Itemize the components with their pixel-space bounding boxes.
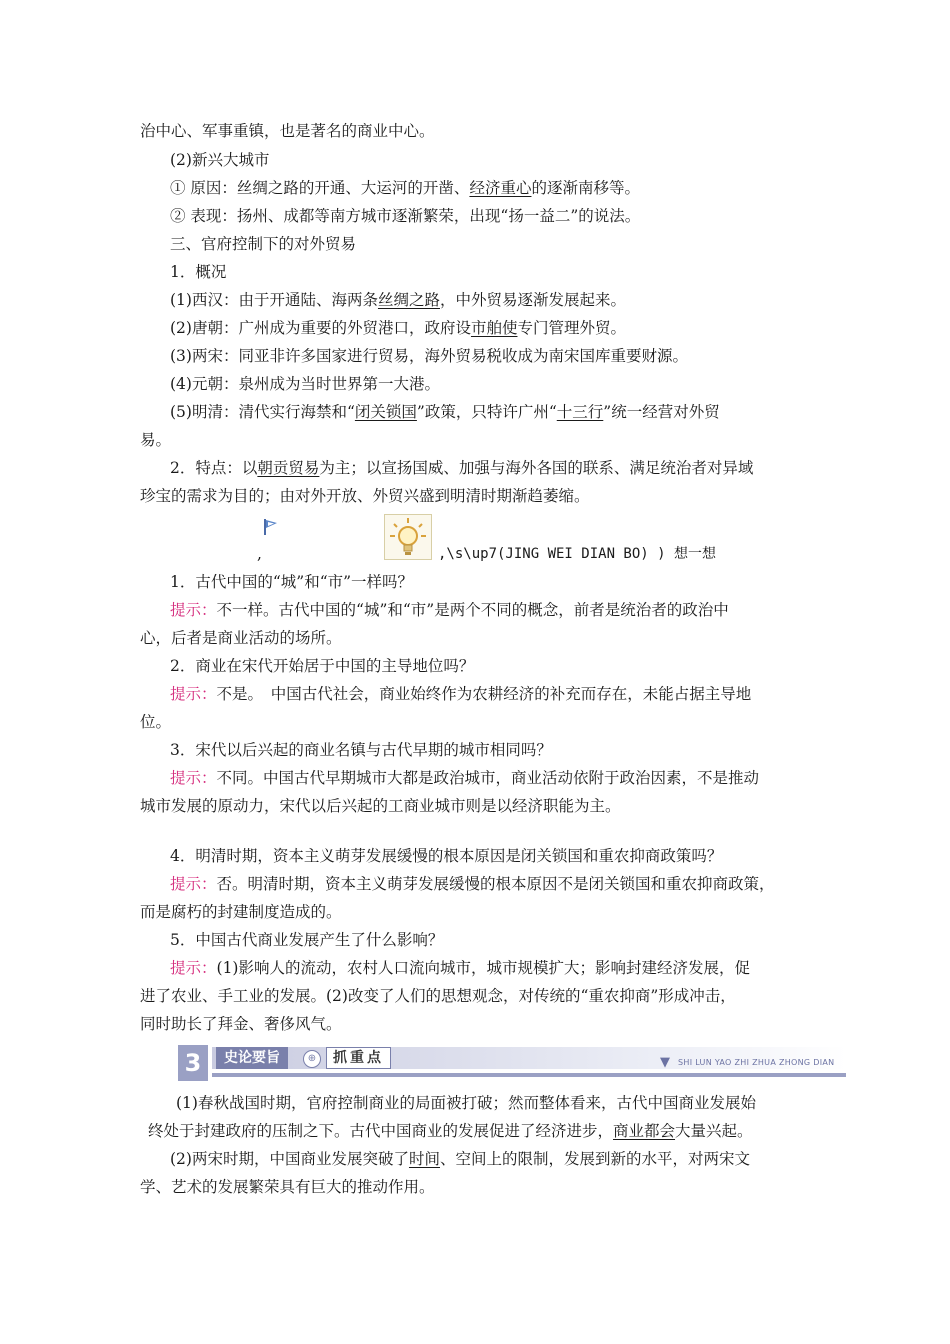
text-line: (2)两宋时期，中国商业发展突破了时间、空间上的限制，发展到新的水平，对两宋文 <box>170 1150 750 1168</box>
question: 3．宋代以后兴起的商业名镇与古代早期的城市相同吗？ <box>170 741 552 759</box>
text-line: 终处于封建政府的压制之下。古代中国商业的发展促进了经济进步，商业都会大量兴起。 <box>148 1122 753 1140</box>
answer: 提示：不一样。古代中国的“城”和“市”是两个不同的概念，前者是统治者的政治中 <box>170 601 729 619</box>
answer: 提示：不是。 中国古代社会，商业始终作为农耕经济的补充而存在，未能占据主导地 <box>170 685 752 703</box>
question: 2．商业在宋代开始居于中国的主导地位吗？ <box>170 657 475 675</box>
answer: 位。 <box>140 713 172 731</box>
chevron-down-icon: ▼ <box>660 1055 670 1070</box>
section-banner <box>178 1045 846 1081</box>
banner-underline <box>212 1073 846 1077</box>
text-line: (2)唐朝：广州成为重要的外贸港口，政府设市舶使专门管理外贸。 <box>170 319 626 337</box>
text-line: (4)元朝：泉州成为当时世界第一大港。 <box>170 375 440 393</box>
text-line: (3)两宋：同亚非许多国家进行贸易，海外贸易税收成为南宋国库重要财源。 <box>170 347 688 365</box>
text-line: ① 原因：丝绸之路的开通、大运河的开凿、经济重心的逐渐南移等。 <box>170 179 640 197</box>
text-line: (2)新兴大城市 <box>170 151 270 169</box>
text-line: ,\s\up7(JING WEI DIAN BO) ) 想一想 <box>438 546 717 562</box>
answer: 进了农业、手工业的发展。(2)改变了人们的思想观念，对传统的“重农抑商”形成冲击， <box>140 987 736 1005</box>
banner-pinyin: SHI LUN YAO ZHI ZHUA ZHONG DIAN <box>678 1058 835 1067</box>
text-line: 易。 <box>140 431 172 449</box>
answer: 提示：(1)影响人的流动，农村人口流向城市，城市规模扩大；影响封建经济发展，促 <box>170 959 750 977</box>
banner-title: 史论要旨 <box>216 1047 288 1069</box>
section-heading: 三、官府控制下的对外贸易 <box>170 235 357 253</box>
question: 1．古代中国的“城”和“市”一样吗？ <box>170 573 414 591</box>
text-line: 治中心、军事重镇，也是著名的商业中心。 <box>140 122 435 140</box>
answer: 心，后者是商业活动的场所。 <box>140 629 342 647</box>
question: 5．中国古代商业发展产生了什么影响？ <box>170 931 444 949</box>
section-number: 3 <box>178 1045 208 1081</box>
text-line: (1)春秋战国时期，官府控制商业的局面被打破；然而整体看来，古代中国商业发展始 <box>176 1094 756 1112</box>
answer: 城市发展的原动力，宋代以后兴起的工商业城市则是以经济职能为主。 <box>140 797 621 815</box>
text-line: 学、艺术的发展繁荣具有巨大的推动作用。 <box>140 1178 435 1196</box>
text-line: 1．概况 <box>170 263 227 281</box>
flag-icon <box>262 518 280 536</box>
answer: 而是腐朽的封建制度造成的。 <box>140 903 342 921</box>
arrow-circle-icon: ⊕ <box>303 1050 321 1068</box>
text-line: (5)明清：清代实行海禁和“闭关锁国”政策，只特许广州“十三行”统一经营对外贸 <box>170 403 720 421</box>
answer: 提示：否。明清时期，资本主义萌芽发展缓慢的根本原因不是闭关锁国和重农抑商政策， <box>170 875 775 893</box>
text-line: (1)西汉：由于开通陆、海两条丝绸之路，中外贸易逐渐发展起来。 <box>170 291 626 309</box>
banner-subtitle: 抓重点 <box>326 1047 391 1069</box>
question: 4．明清时期，资本主义萌芽发展缓慢的根本原因是闭关锁国和重农抑商政策吗？ <box>170 847 723 865</box>
text-line: 2．特点：以朝贡贸易为主；以宣扬国威、加强与海外各国的联系、满足统治者对异域 <box>170 459 754 477</box>
lightbulb-icon <box>384 514 432 560</box>
text-line: ② 表现：扬州、成都等南方城市逐渐繁荣，出现“扬一益二”的说法。 <box>170 207 641 225</box>
text-line: 珍宝的需求为目的；由对外开放、外贸兴盛到明清时期渐趋萎缩。 <box>140 487 590 505</box>
text-line: , <box>257 545 262 563</box>
answer: 提示：不同。中国古代早期城市大都是政治城市，商业活动依附于政治因素，不是推动 <box>170 769 760 787</box>
answer: 同时助长了拜金、奢侈风气。 <box>140 1015 342 1033</box>
